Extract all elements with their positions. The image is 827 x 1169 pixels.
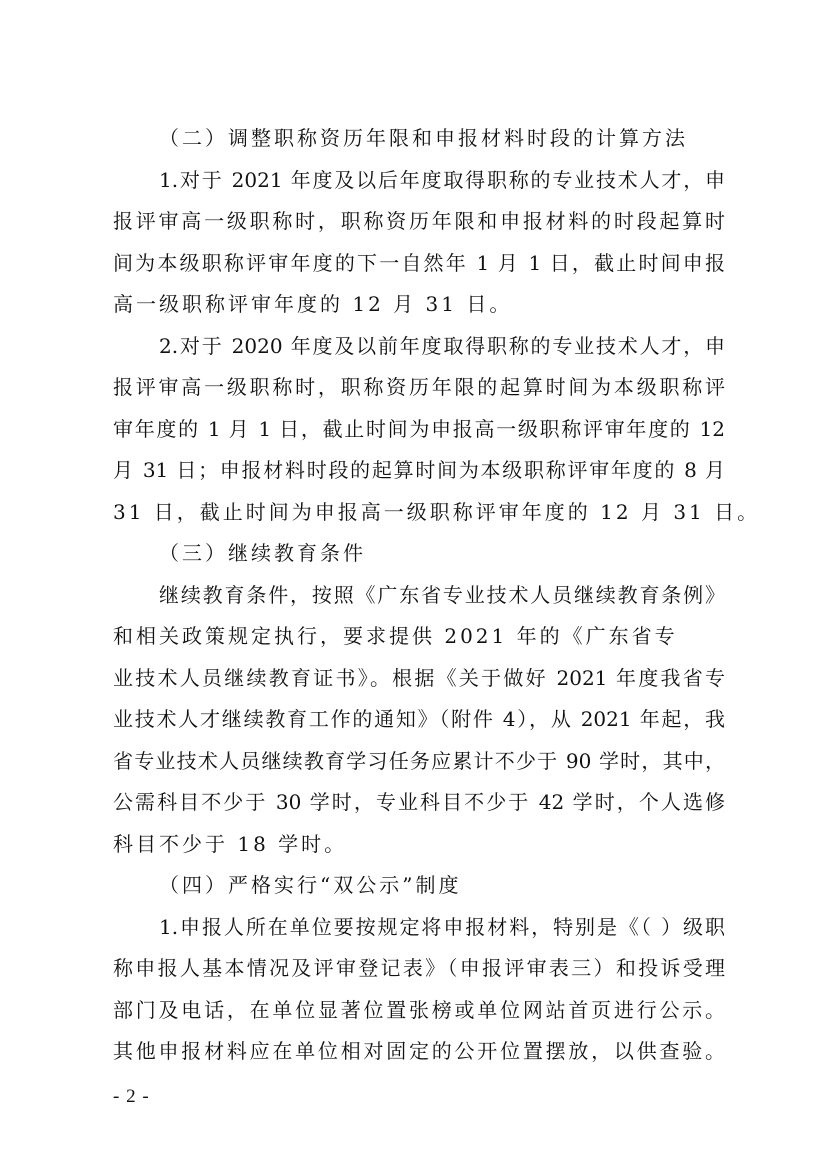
- text-line: 高一级职称评审年度的 12 月 31 日。: [113, 292, 513, 316]
- text-line: 报评审高一级职称时，职称资历年限和申报材料的时段起算时: [113, 209, 725, 233]
- text-line: 1.申报人所在单位要按规定将申报材料，特别是《（ ）级职: [159, 914, 725, 939]
- document-body: [113, 118, 761, 1073]
- text-line: 和相关政策规定执行，要求提供 2021 年的《广东省专: [113, 624, 678, 648]
- text-line: 称申报人基本情况及评审登记表》（申报评审表三）和投诉受理: [113, 956, 725, 980]
- text-line: 公需科目不少于 30 学时，专业科目不少于 42 学时，个人选修: [113, 790, 725, 814]
- text-line: 报评审高一级职称时，职称资历年限的起算时间为本级职称评: [113, 375, 725, 399]
- page-number: - 2 -: [113, 1086, 150, 1107]
- text-line: （三）继续教育条件: [159, 541, 366, 565]
- text-line: 月 31 日；申报材料时段的起算时间为本级职称评审年度的 8 月: [113, 458, 725, 482]
- text-line: 继续教育条件，按照《广东省专业技术人员继续教育条例》: [159, 582, 725, 607]
- text-line: 业技术人员继续教育证书》。根据《关于做好 2021 年度我省专: [113, 665, 725, 690]
- text-line: 部门及电话，在单位显著位置张榜或单位网站首页进行公示。: [113, 997, 725, 1022]
- text-line: 其他申报材料应在单位相对固定的公开位置摆放，以供查验。: [113, 1039, 725, 1063]
- text-line: 31 日，截止时间为申报高一级职称评审年度的 12 月 31 日。: [113, 499, 761, 524]
- text-line: 2.对于 2020 年度及以前年度取得职称的专业技术人才，申: [159, 333, 725, 358]
- text-line: （四）严格实行“双公示”制度: [159, 873, 462, 897]
- text-line: 间为本级职称评审年度的下一自然年 1 月 1 日，截止时间申报: [113, 250, 725, 275]
- text-line: 1.对于 2021 年度及以后年度取得职称的专业技术人才，申: [159, 167, 725, 192]
- text-line: 审年度的 1 月 1 日，截止时间为申报高一级职称评审年度的 12: [113, 416, 725, 441]
- text-line: （二）调整职称资历年限和申报材料时段的计算方法: [159, 126, 688, 150]
- text-line: 科目不少于 18 学时。: [113, 831, 348, 856]
- text-line: 省专业技术人员继续教育学习任务应累计不少于 90 学时，其中，: [113, 748, 725, 773]
- text-line: 业技术人才继续教育工作的通知》（附件 4），从 2021 年起，我: [113, 707, 725, 731]
